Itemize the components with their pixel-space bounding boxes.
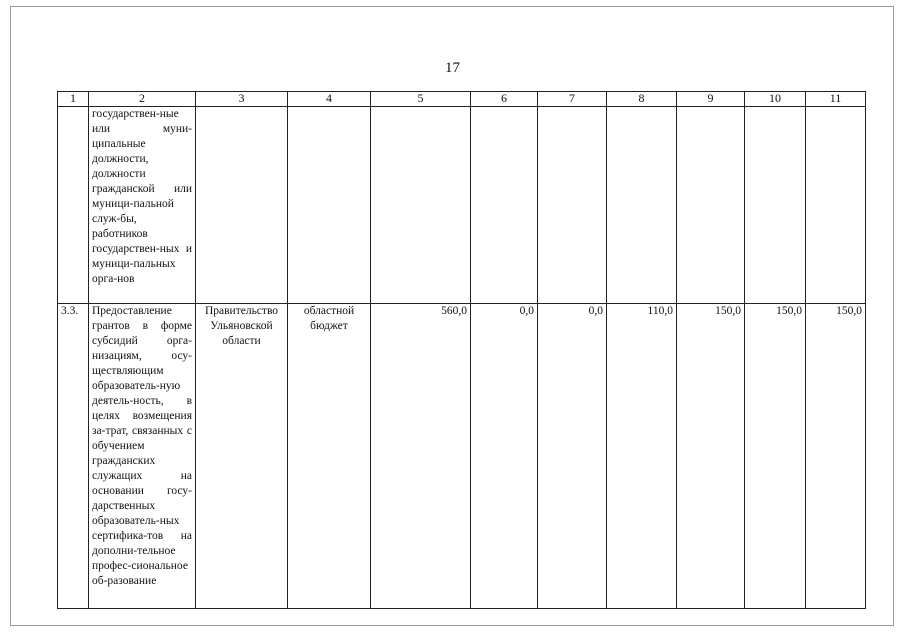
value-cell (745, 107, 806, 304)
value-cell: 0,0 (538, 304, 607, 609)
value-cell: 150,0 (806, 304, 866, 609)
header-cell: 8 (607, 92, 677, 107)
total-cell: 560,0 (371, 304, 471, 609)
header-cell: 4 (288, 92, 371, 107)
value-cell: 150,0 (677, 304, 745, 609)
value-cell (471, 107, 538, 304)
value-cell (806, 107, 866, 304)
value-cell: 0,0 (471, 304, 538, 609)
header-cell: 1 (58, 92, 89, 107)
measure-name-cell: государствен-ные или муни-ципальные должности, должности гражданской или муници-пальной служ-бы, работников государствен-ных и муници-пальных орга-нов (89, 107, 196, 304)
value-cell (538, 107, 607, 304)
header-cell: 6 (471, 92, 538, 107)
table-header-row (58, 92, 866, 107)
total-cell (371, 107, 471, 304)
table-row (58, 304, 866, 609)
executor-cell (196, 107, 288, 304)
budget-table (57, 91, 866, 609)
header-cell: 2 (89, 92, 196, 107)
measure-name-cell: Предоставление грантов в форме субсидий орга-низациям, осу-ществляющим образователь-ную деятель-ность, в целях возмещения за-трат, связанных с обучением гражданских служащих на основании госу-дарственных образователь-ных сертифика-тов на дополни-тельное профес-сиональное об-разование (89, 304, 196, 609)
header-cell: 11 (806, 92, 866, 107)
header-cell: 3 (196, 92, 288, 107)
value-cell (607, 107, 677, 304)
table-row (58, 107, 866, 304)
funding-source-cell: областной бюджет (288, 304, 371, 609)
funding-source-cell (288, 107, 371, 304)
header-cell: 5 (371, 92, 471, 107)
row-number-cell (58, 107, 89, 304)
header-cell: 7 (538, 92, 607, 107)
header-cell: 9 (677, 92, 745, 107)
row-number-cell: 3.3. (58, 304, 89, 609)
value-cell: 150,0 (745, 304, 806, 609)
executor-cell: Правительство Ульяновской области (196, 304, 288, 609)
page-number: 17 (445, 60, 460, 76)
value-cell (677, 107, 745, 304)
header-cell: 10 (745, 92, 806, 107)
value-cell: 110,0 (607, 304, 677, 609)
